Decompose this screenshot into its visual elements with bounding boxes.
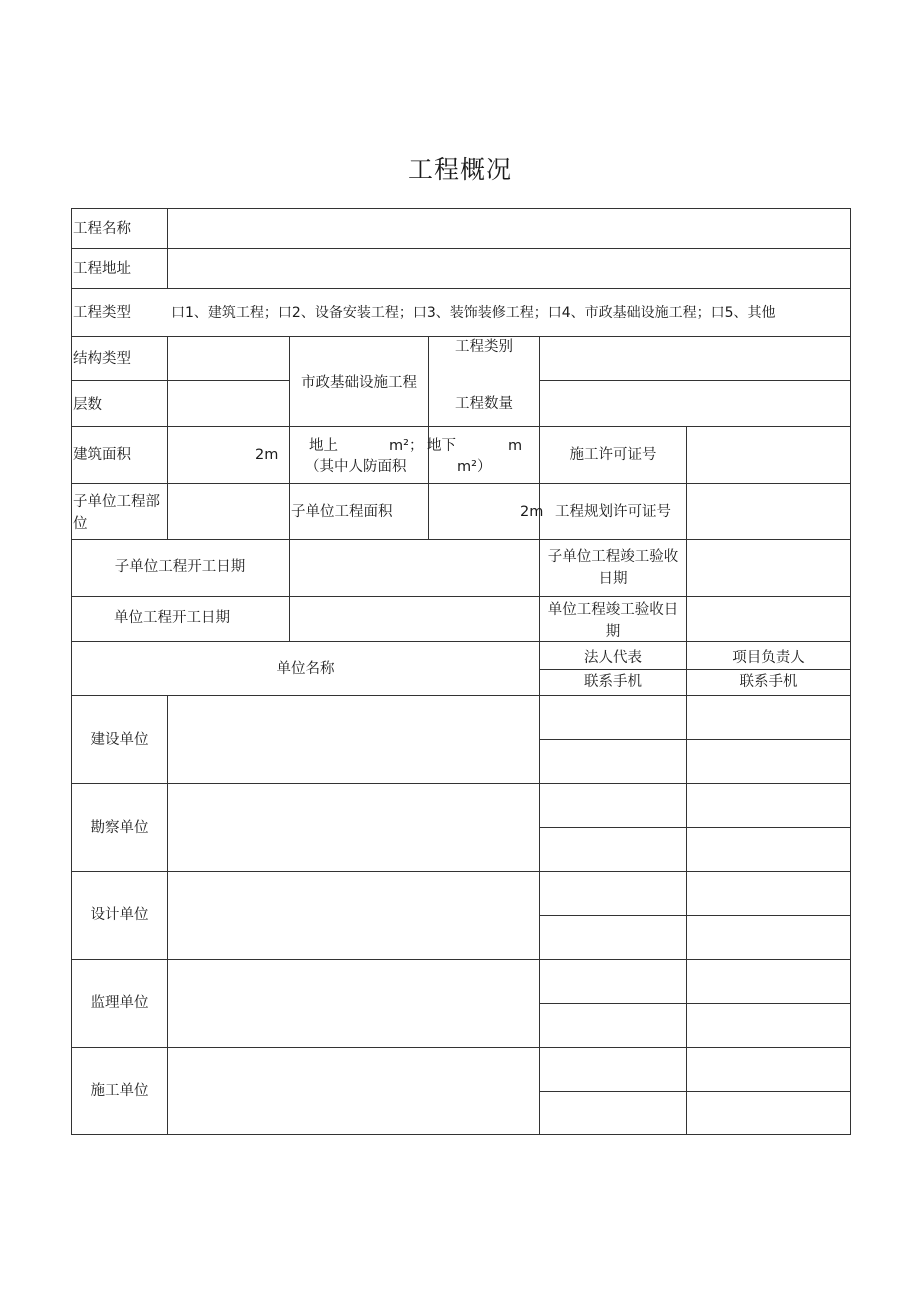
project-quantity-label: 工程数量 <box>455 396 513 412</box>
municipal-infrastructure-label: 市政基础设施工程 <box>301 375 417 391</box>
project-address-label: 工程地址 <box>73 261 131 277</box>
sub-unit-area-unit: 2m <box>520 504 544 520</box>
project-type-label: 工程类型 <box>73 305 131 321</box>
project-address-value[interactable] <box>170 252 846 286</box>
sub-unit-area-label: 子单位工程面积 <box>291 504 393 520</box>
contractor-unit-label: 施工单位 <box>90 1083 149 1099</box>
building-area-label: 建筑面积 <box>73 447 131 463</box>
floors-label: 层数 <box>73 397 102 413</box>
civil-defense-area-label: （其中人防面积 <box>305 459 407 475</box>
legal-rep-phone-header: 联系手机 <box>584 674 642 690</box>
sub-unit-part-label: 子单位工程部位 <box>73 494 160 532</box>
project-lead-phone-header: 联系手机 <box>739 674 798 690</box>
civil-defense-area-unit: m²） <box>457 459 492 475</box>
structure-type-label: 结构类型 <box>73 351 131 367</box>
unit-start-date-label: 单位工程开工日期 <box>114 610 230 626</box>
below-ground-label: 地下 <box>427 438 456 454</box>
project-category-label: 工程类别 <box>455 339 513 355</box>
project-name-label: 工程名称 <box>73 221 131 237</box>
construction-unit-label: 建设单位 <box>90 732 149 748</box>
above-ground-label: 地上 <box>309 438 338 454</box>
page-title: 工程概况 <box>407 155 512 184</box>
design-unit-label: 设计单位 <box>90 907 149 923</box>
below-ground-unit: m <box>508 438 523 454</box>
supervision-unit-label: 监理单位 <box>90 995 149 1011</box>
construction-permit-label: 施工许可证号 <box>569 447 657 463</box>
project-lead-header: 项目负责人 <box>732 650 805 666</box>
project-name-value[interactable] <box>170 212 846 246</box>
sub-unit-start-date-label: 子单位工程开工日期 <box>114 559 246 575</box>
planning-permit-label: 工程规划许可证号 <box>555 504 671 520</box>
project-type-options[interactable]: 口1、建筑工程；口2、设备安装工程；口3、装饰装修工程；口4、市政基础设施工程；口5、其他 <box>171 305 776 321</box>
building-area-unit: 2m <box>255 447 279 463</box>
unit-completion-date-label: 单位工程竣工验收日期 <box>547 602 679 640</box>
survey-unit-label: 勘察单位 <box>90 820 149 836</box>
above-ground-unit: m²； <box>389 438 424 454</box>
sub-unit-completion-date-label: 子单位工程竣工验收日期 <box>547 549 679 587</box>
unit-name-header: 单位名称 <box>276 661 335 677</box>
legal-rep-header: 法人代表 <box>584 650 642 666</box>
